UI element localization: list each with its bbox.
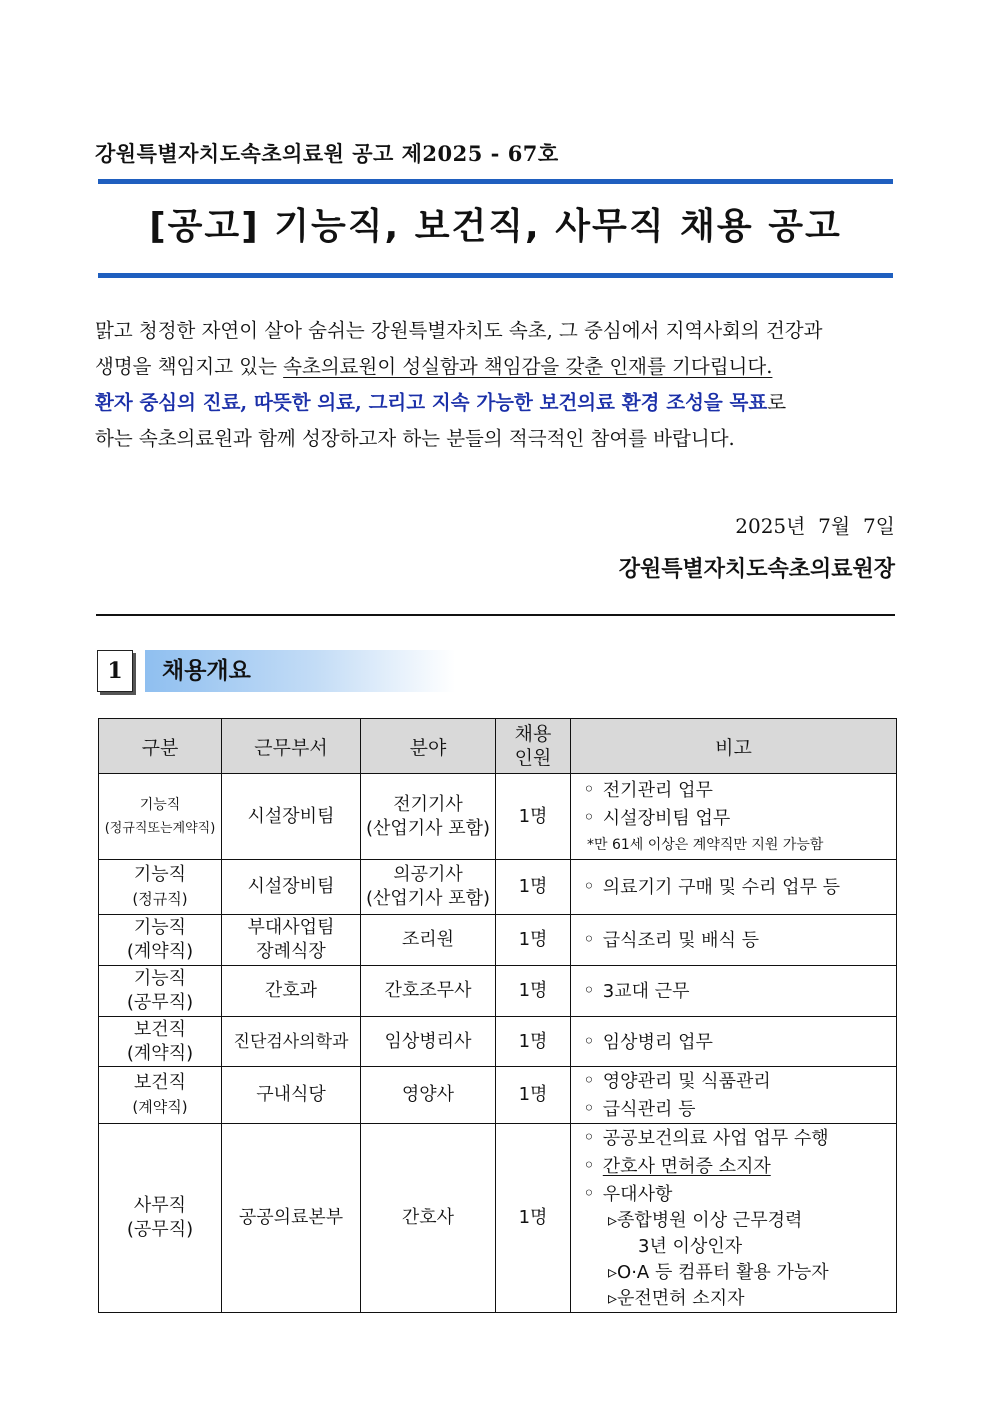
row-count: 1명 (496, 1067, 571, 1124)
row-notes (571, 915, 897, 966)
header-field: 분야 (361, 719, 496, 774)
row-category (99, 1124, 222, 1313)
dept-sub: 장례식장 (256, 941, 326, 962)
page-title: [공고] 기능직, 보건직, 사무직 채용 공고 (149, 206, 842, 247)
header-count (496, 719, 571, 774)
row-notes (571, 1017, 897, 1067)
row-field: 임상병리사 (361, 1017, 496, 1067)
intro-line-1: 맑고 청정한 자연이 살아 숨쉬는 강원특별자치도 속초, 그 중심에서 지역사회의 건강과 (95, 319, 823, 342)
intro-line-3-emphasis: 환자 중심의 진료, 따뜻한 의료, 그리고 지속 가능한 보건의료 환경 조성을 목표 (95, 391, 768, 414)
table-row (99, 1124, 897, 1313)
field-label: 전기기사 (393, 793, 463, 815)
row-notes (571, 1067, 897, 1124)
row-field: 영양사 (361, 1067, 496, 1124)
note-item: ◦ 3교대 근무 (583, 977, 896, 1005)
category-label: 기능직 (139, 796, 181, 813)
category-label: 보건직 (133, 1018, 187, 1040)
row-field: 간호사 (361, 1124, 496, 1313)
preference-item-continued: 3년 이상인자 (638, 1236, 743, 1257)
category-sub: (공무직) (126, 1219, 194, 1240)
intro-line-3 (95, 385, 895, 421)
category-sub: (공무직) (126, 992, 194, 1013)
table-row (99, 860, 897, 915)
recruitment-table (98, 718, 897, 1313)
category-label: 기능직 (133, 968, 187, 989)
table-header-row (99, 719, 897, 774)
table-row (99, 1017, 897, 1067)
section-number: 1 (97, 650, 133, 692)
intro-paragraph (95, 313, 895, 457)
intro-line-2-underlined: 속초의료원이 성실함과 책임감을 갖춘 인재를 기다립니다. (283, 355, 773, 378)
header-dept: 근무부서 (222, 719, 361, 774)
note-item: ◦ 급식관리 등 (583, 1095, 896, 1123)
category-label: 기능직 (133, 864, 187, 885)
row-category (99, 1067, 222, 1124)
category-sub: (정규직) (132, 890, 188, 908)
note-extra: *만 61세 이상은 계약직만 지원 가능함 (587, 836, 824, 853)
category-label: 보건직 (133, 1072, 187, 1093)
row-count: 1명 (496, 1017, 571, 1067)
category-label: 기능직 (133, 917, 187, 938)
row-field (361, 860, 496, 915)
row-dept: 구내식당 (222, 1067, 361, 1124)
header-count-line1: 채용 (514, 723, 552, 745)
field-label: 의공기사 (393, 864, 463, 885)
category-label: 사무직 (133, 1195, 187, 1216)
table-row (99, 774, 897, 860)
row-field (361, 774, 496, 860)
intro-line-2-plain: 생명을 책임지고 있는 (95, 355, 284, 378)
note-item: ◦ 급식조리 및 배식 등 (583, 926, 896, 954)
header-note: 비고 (571, 719, 897, 774)
row-count: 1명 (496, 966, 571, 1017)
header-category: 구분 (99, 719, 222, 774)
row-dept: 시설장비팀 (222, 774, 361, 860)
notice-date: 2025년 7월 7일 (735, 514, 895, 538)
row-notes (571, 1124, 897, 1313)
category-sub: (계약직) (126, 1042, 194, 1064)
dept-label: 부대사업팀 (247, 917, 335, 938)
table-row (99, 915, 897, 966)
row-field: 간호조무사 (361, 966, 496, 1017)
signer: 강원특별자치도속초의료원장 (618, 556, 895, 582)
field-sub: (산업기사 포함) (365, 817, 491, 839)
row-count: 1명 (496, 860, 571, 915)
row-notes (571, 860, 897, 915)
note-item: ◦ 공공보건의료 사업 업무 수행 (583, 1124, 896, 1152)
table-row (99, 966, 897, 1017)
row-category (99, 966, 222, 1017)
row-category (99, 1017, 222, 1067)
note-item: ◦ 전기관리 업무 (583, 776, 896, 804)
row-count: 1명 (496, 1124, 571, 1313)
row-field: 조리원 (361, 915, 496, 966)
row-category (99, 774, 222, 860)
row-category (99, 860, 222, 915)
category-sub: (계약직) (126, 941, 194, 962)
row-dept: 시설장비팀 (222, 860, 361, 915)
note-item: ◦ 임상병리 업무 (583, 1028, 896, 1056)
note-item: ◦ 영양관리 및 식품관리 (583, 1067, 896, 1095)
preference-item: ▹운전면허 소지자 (608, 1288, 745, 1309)
table-row (99, 1067, 897, 1124)
notice-number: 강원특별자치도속초의료원 공고 제2025 - 67호 (95, 141, 559, 166)
intro-line-2 (95, 349, 895, 385)
row-notes (571, 966, 897, 1017)
preference-item: ▹종합병원 이상 근무경력 (608, 1210, 803, 1231)
row-notes (571, 774, 897, 860)
title-bottom-rule (98, 273, 893, 278)
category-sub: (정규직또는계약직) (104, 820, 216, 836)
intro-line-3-tail: 로 (767, 391, 787, 414)
row-dept: 공공의료본부 (222, 1124, 361, 1313)
row-category (99, 915, 222, 966)
section-divider (96, 614, 895, 616)
note-item: ◦ 우대사항 (583, 1180, 896, 1208)
section-title: 채용개요 (162, 658, 251, 684)
preference-item: ▹O·A 등 컴퓨터 활용 가능자 (608, 1262, 829, 1283)
note-item-underlined: 간호사 면허증 소지자 (602, 1156, 771, 1177)
field-sub: (산업기사 포함) (365, 888, 491, 909)
row-dept: 간호과 (222, 966, 361, 1017)
note-item: ◦ 시설장비팀 업무 (583, 804, 896, 832)
note-item (583, 1152, 896, 1180)
category-sub: (계약직) (132, 1098, 188, 1116)
note-item: ◦ 의료기기 구매 및 수리 업무 등 (583, 873, 896, 901)
title-top-rule (98, 179, 893, 184)
row-count: 1명 (496, 774, 571, 860)
row-dept (222, 915, 361, 966)
header-count-line2: 인원 (514, 747, 552, 769)
intro-line-4: 하는 속초의료원과 함께 성장하고자 하는 분들의 적극적인 참여를 바랍니다. (95, 427, 735, 450)
row-dept: 진단검사의학과 (222, 1017, 361, 1067)
row-count: 1명 (496, 915, 571, 966)
